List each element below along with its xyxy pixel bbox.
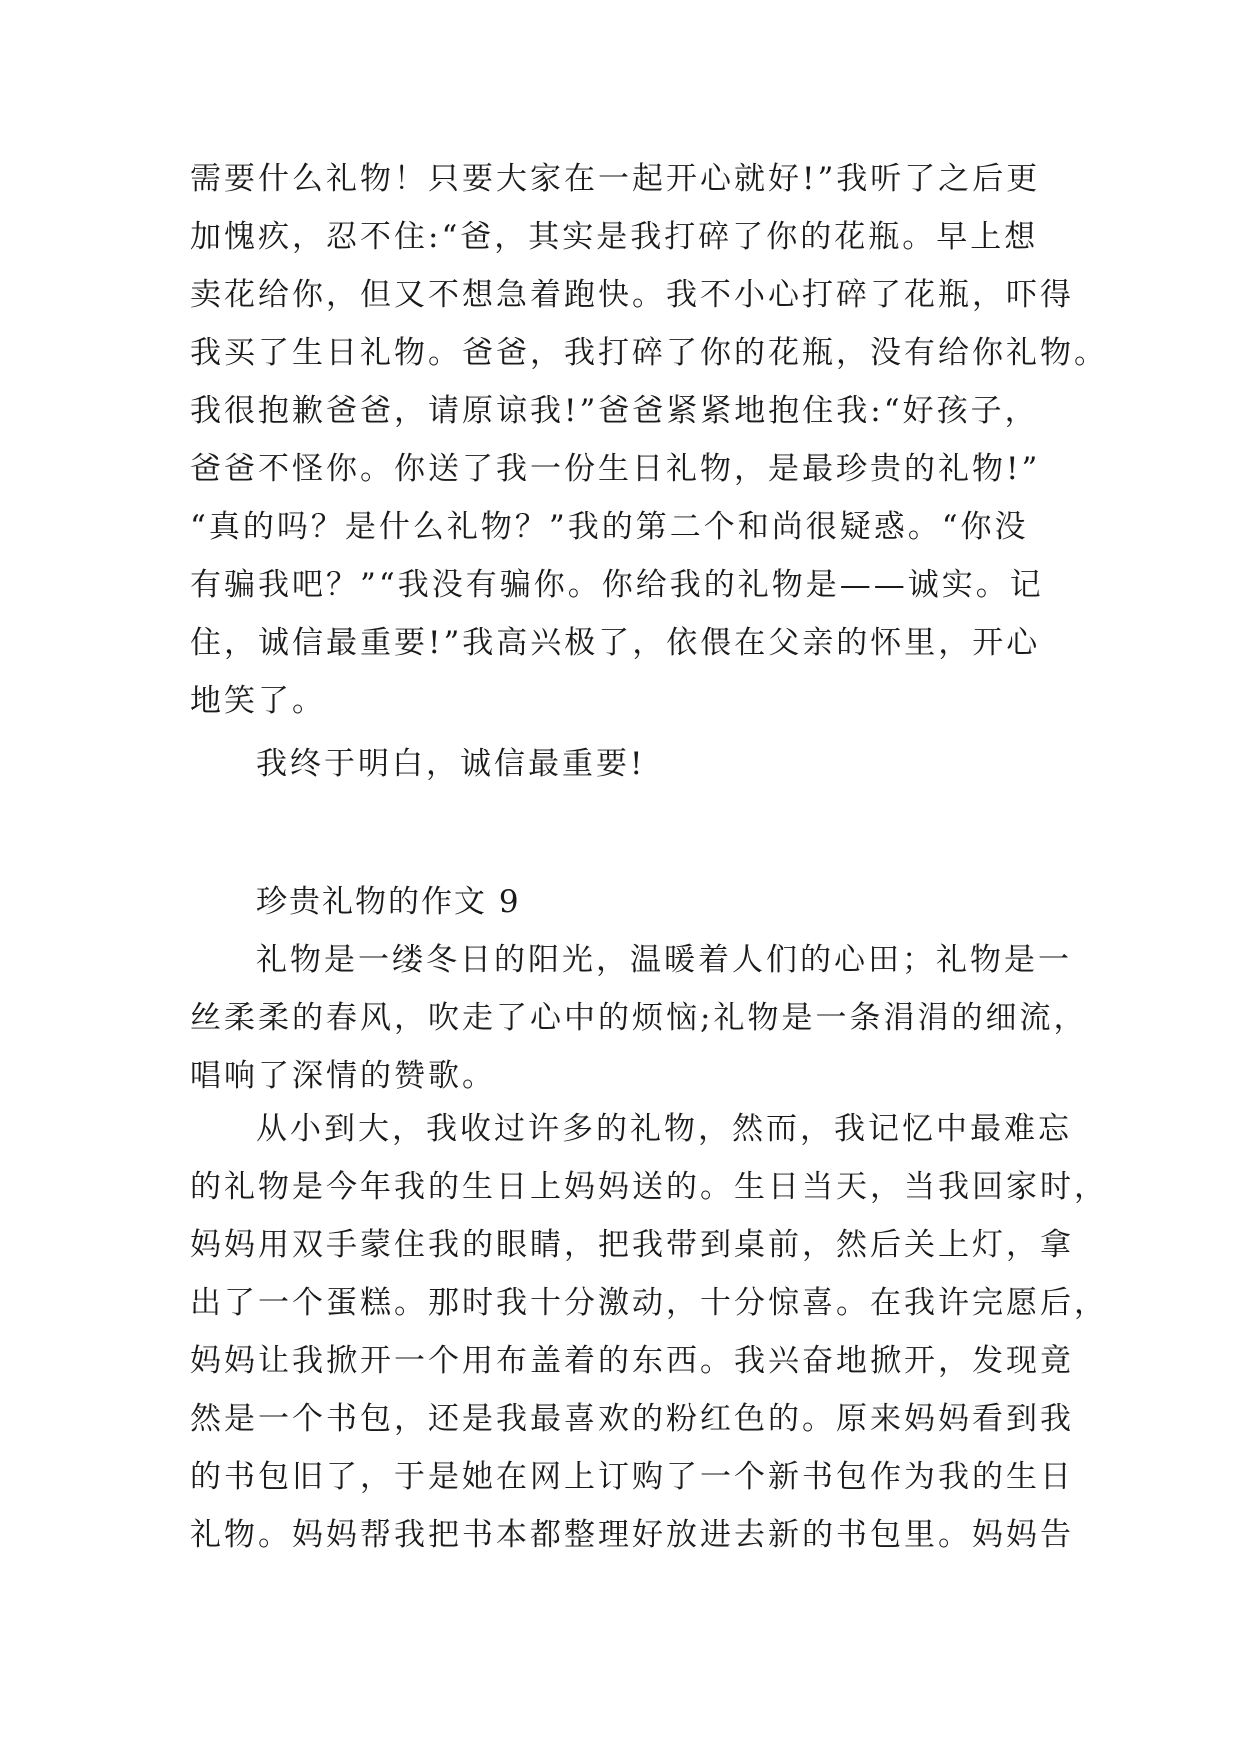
conclusion-paragraph [190, 735, 1058, 793]
paragraph-line: 礼物是一缕冬日的阳光，温暖着人们的心田；礼物是一 [256, 942, 1072, 978]
paragraph-line: 地笑了。 [190, 683, 326, 719]
section-title [190, 873, 1058, 931]
paragraph-line: 妈妈用双手蒙住我的眼睛，把我带到桌前，然后关上灯，拿 [190, 1227, 1074, 1263]
paragraph-2 [190, 1100, 1108, 1564]
paragraph-line: 我很抱歉爸爸，请原谅我!”爸爸紧紧地抱住我:“好孩子， [190, 393, 1039, 429]
paragraph-line: 卖花给你，但又不想急着跑快。我不小心打碎了花瓶，吓得 [190, 277, 1074, 313]
paragraph-line: 住，诚信最重要!”我高兴极了，依偎在父亲的怀里，开心 [190, 625, 1041, 661]
paragraph-1 [190, 931, 1088, 1105]
section-title-text: 珍贵礼物的作文 9 [256, 884, 521, 920]
conclusion-line: 我终于明白，诚信最重要! [256, 746, 646, 782]
paragraph-line: 爸爸不怪你。你送了我一份生日礼物，是最珍贵的礼物!” [190, 451, 1041, 487]
paragraph-line: 然是一个书包，还是我最喜欢的粉红色的。原来妈妈看到我 [190, 1401, 1074, 1437]
paragraph-line: 需要什么礼物！只要大家在一起开心就好!”我听了之后更 [190, 161, 1041, 197]
paragraph-line: 丝柔柔的春风，吹走了心中的烦恼;礼物是一条涓涓的细流， [190, 1000, 1088, 1036]
paragraph-line: 礼物。妈妈帮我把书本都整理好放进去新的书包里。妈妈告 [190, 1517, 1074, 1553]
paragraph-line: 我买了生日礼物。爸爸，我打碎了你的花瓶，没有给你礼物。 [190, 335, 1108, 371]
paragraph-line: 从小到大，我收过许多的礼物，然而，我记忆中最难忘 [256, 1111, 1072, 1147]
paragraph-line: 妈妈让我掀开一个用布盖着的东西。我兴奋地掀开，发现竟 [190, 1343, 1074, 1379]
paragraph-line: 的书包旧了，于是她在网上订购了一个新书包作为我的生日 [190, 1459, 1074, 1495]
paragraph-line: 的礼物是今年我的生日上妈妈送的。生日当天，当我回家时， [190, 1169, 1108, 1205]
continuation-paragraph [190, 150, 1108, 730]
paragraph-line: 出了一个蛋糕。那时我十分激动，十分惊喜。在我许完愿后， [190, 1285, 1108, 1321]
paragraph-line: 有骗我吧？”“我没有骗你。你给我的礼物是——诚实。记 [190, 567, 1044, 603]
paragraph-line: 加愧疚，忍不住:“爸，其实是我打碎了你的花瓶。早上想 [190, 219, 1039, 255]
paragraph-line: “真的吗？是什么礼物？”我的第二个和尚很疑惑。“你没 [190, 509, 1029, 545]
paragraph-line: 唱响了深情的赞歌。 [190, 1058, 496, 1094]
